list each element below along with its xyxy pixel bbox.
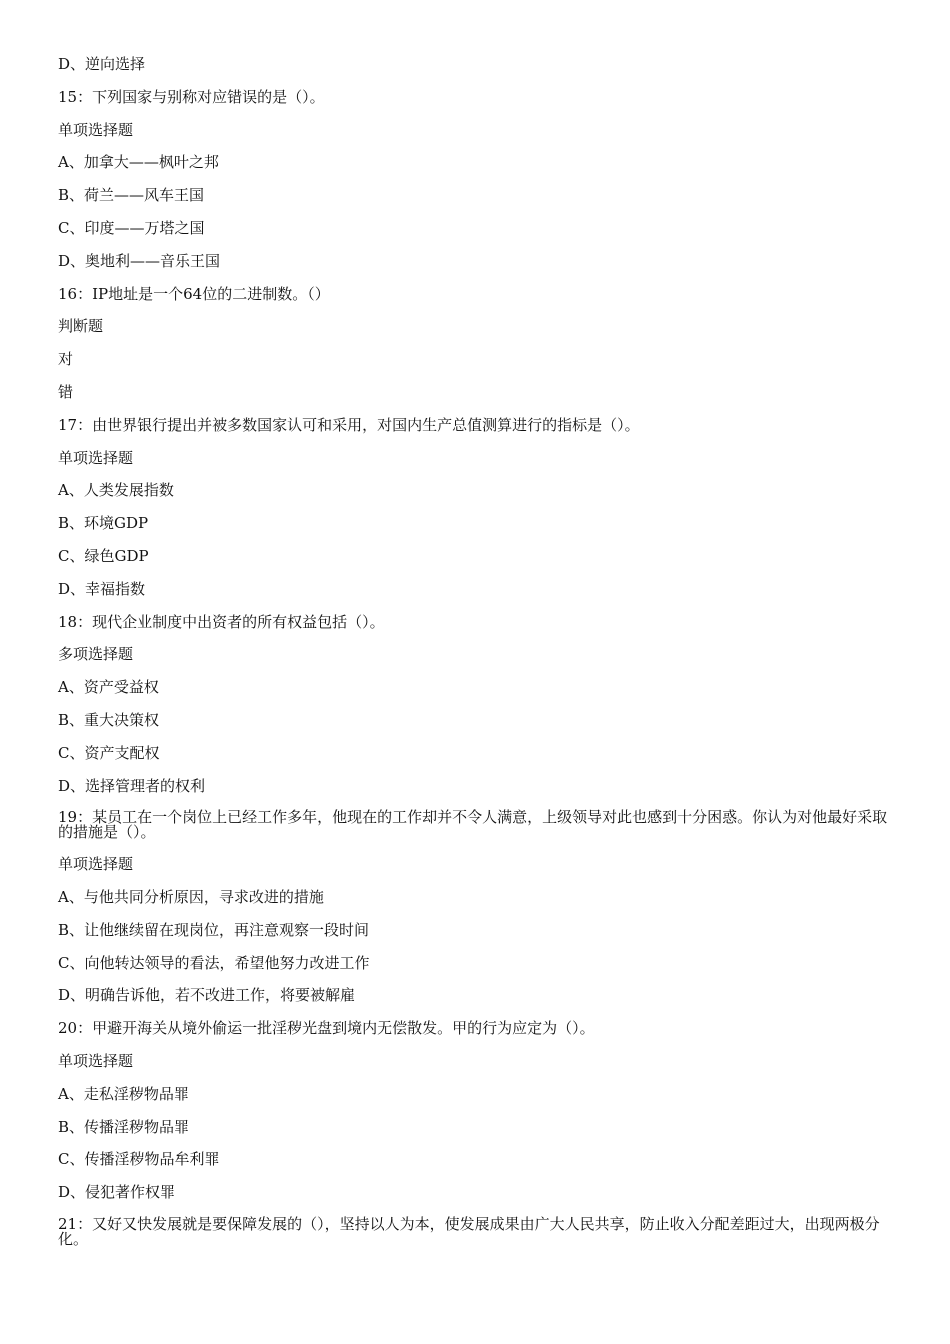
option-d-q17: D、幸福指数 xyxy=(58,579,146,598)
option-c-q20: C、传播淫秽物品牟利罪 xyxy=(58,1150,220,1169)
question-17: 17：由世界银行提出并被多数国家认可和采用，对国内生产总值测算进行的指标是（）。 xyxy=(58,415,640,434)
option-b-q17: B、环境GDP xyxy=(58,514,149,533)
option-d-q20: D、侵犯著作权罪 xyxy=(58,1183,176,1202)
option-a-q20: A、走私淫秽物品罪 xyxy=(58,1084,189,1103)
option-a-q19: A、与他共同分析原因，寻求改进的措施 xyxy=(58,887,324,906)
option-d-q14: D、逆向选择 xyxy=(58,55,146,73)
option-false-q16: 错 xyxy=(58,382,74,401)
question-15: 15：下列国家与别称对应错误的是（）。 xyxy=(58,87,325,106)
option-c-q18: C、资产支配权 xyxy=(58,743,160,762)
question-type-17: 单项选择题 xyxy=(58,448,134,467)
question-20: 20：甲避开海关从境外偷运一批淫秽光盘到境内无偿散发。甲的行为应定为（）。 xyxy=(58,1019,595,1038)
question-21: 21：又好又快发展就是要保障发展的（），坚持以人为本，使发展成果由广大人民共享，防止收入分配差距过大，出现两极分化。 xyxy=(58,1214,880,1248)
question-18: 18：现代企业制度中出资者的所有权益包括（）。 xyxy=(58,612,385,631)
option-d-q15: D、奥地利——音乐王国 xyxy=(58,251,221,270)
question-type-20: 单项选择题 xyxy=(58,1051,134,1070)
option-c-q19: C、向他转达领导的看法，希望他努力改进工作 xyxy=(58,953,370,972)
option-d-q19: D、明确告诉他，若不改进工作，将要被解雇 xyxy=(58,986,356,1005)
option-b-q15: B、荷兰——风车王国 xyxy=(58,186,205,205)
option-true-q16: 对 xyxy=(58,350,74,369)
option-a-q15: A、加拿大——枫叶之邦 xyxy=(58,153,219,172)
question-19: 19：某员工在一个岗位上已经工作多年，他现在的工作却并不令人满意，上级领导对此也感到十分困惑。你认为对他最好采取的措施是（）。 xyxy=(58,808,888,842)
option-b-q18: B、重大决策权 xyxy=(58,710,160,729)
question-16: 16：IP地址是一个64位的二进制数。（） xyxy=(58,284,330,303)
question-type-18: 多项选择题 xyxy=(58,645,134,664)
question-type-19: 单项选择题 xyxy=(58,855,134,874)
option-a-q18: A、资产受益权 xyxy=(58,678,159,697)
question-type-15: 单项选择题 xyxy=(58,120,134,139)
document-page xyxy=(58,56,888,1263)
option-d-q18: D、选择管理者的权利 xyxy=(58,776,206,795)
option-c-q15: C、印度——万塔之国 xyxy=(58,218,205,237)
option-b-q19: B、让他继续留在现岗位，再注意观察一段时间 xyxy=(58,920,370,939)
option-b-q20: B、传播淫秽物品罪 xyxy=(58,1117,190,1136)
option-a-q17: A、人类发展指数 xyxy=(58,481,174,500)
question-type-16: 判断题 xyxy=(58,317,104,336)
option-c-q17: C、绿色GDP xyxy=(58,546,149,565)
